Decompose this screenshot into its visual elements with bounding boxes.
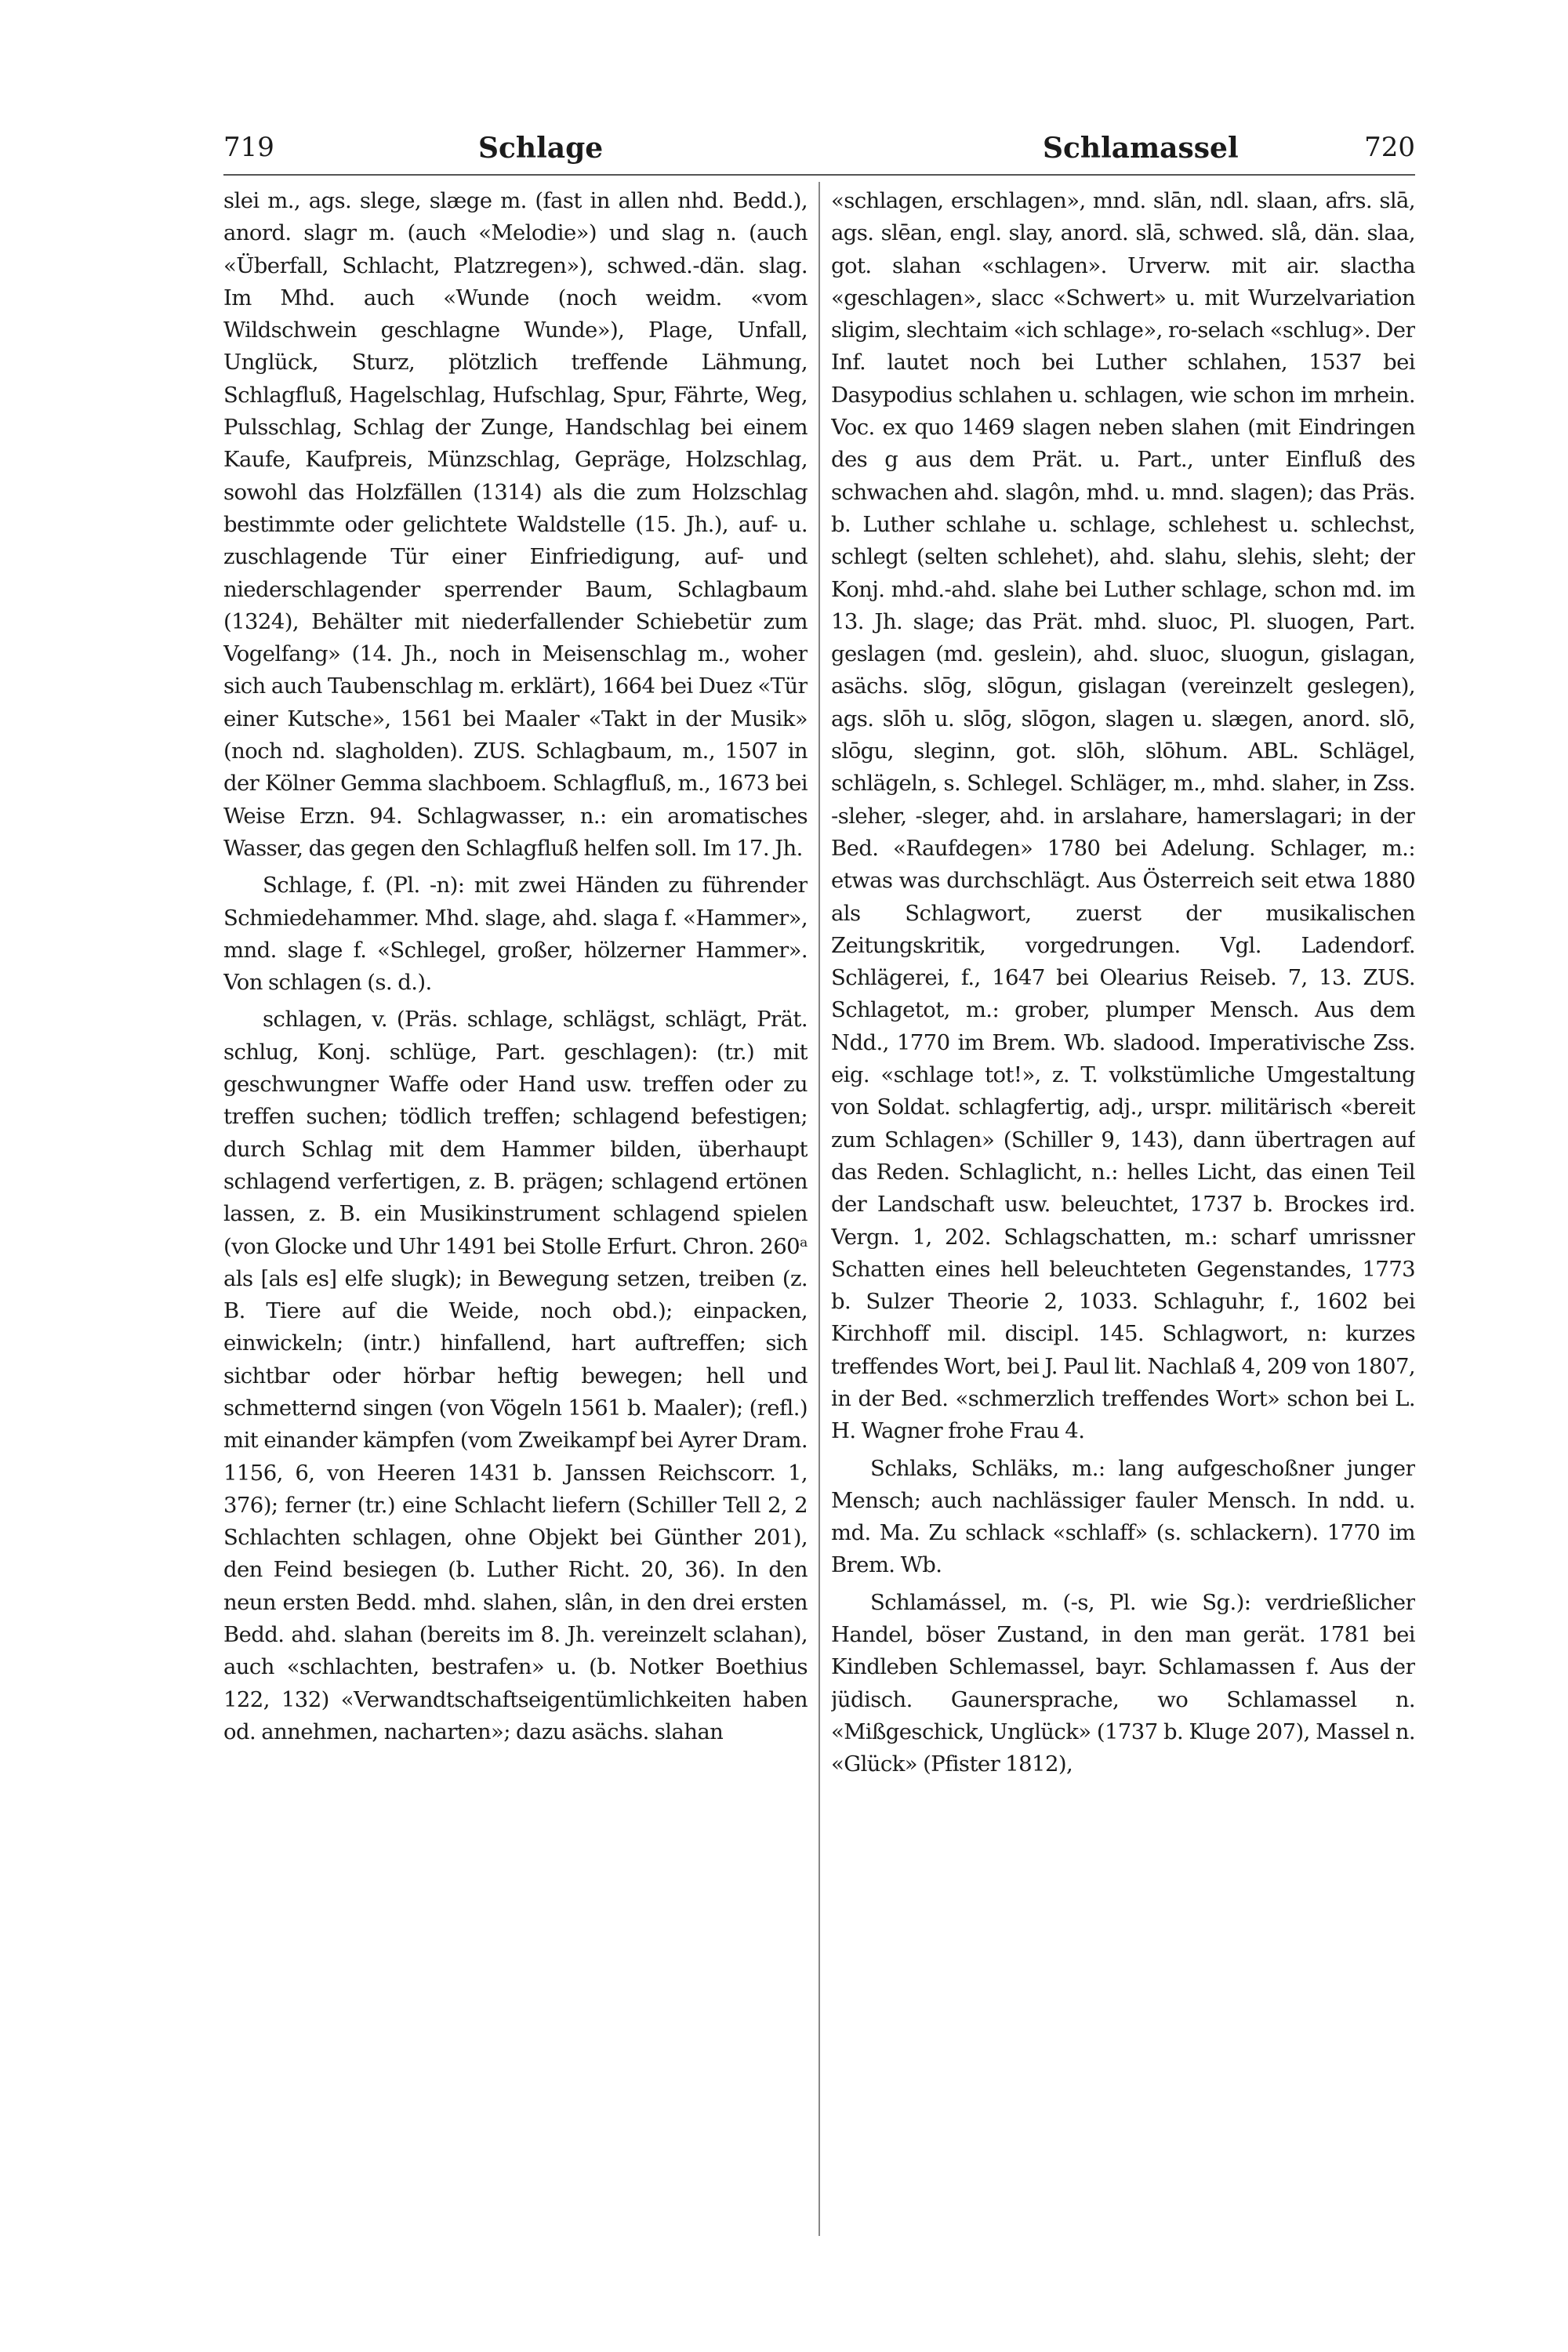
left-column bbox=[223, 185, 808, 2235]
entry-schlamassel: Schlamássel, m. (-s, Pl. wie Sg.): verdrießlicher Handel, böser Zustand, in den man gerät. 1781 bei Kindleben Schlemassel, bayr. Schlamassen f. Aus der jüdisch. Gaunersprache, wo Schlamassel n. «Mißgeschick, Unglück» (1737 b. Kluge 207), Massel n. «Glück» (Pfister 1812), bbox=[831, 1589, 1415, 1777]
header-rule bbox=[223, 174, 1415, 176]
entry-schlagen: schlagen, v. (Präs. schlage, schlägst, schlägt, Prät. schlug, Konj. schlüge, Part. geschlagen): (tr.) mit geschwungner Waffe oder Hand usw. treffen oder zu treffen suchen; tödlich treffen; schlagend befestigen; durch Schlag mit dem Hammer bilden, überhaupt schlagend verfertigen, z. B. prägen; schlagend ertönen lassen, z. B. ein Musikinstrument schlagend spielen (von Glocke und Uhr 1491 bei Stolle Erfurt. Chron. 260ᵃ als [als es] elfe slugk); in Bewegung setzen, treiben (z. B. Tiere auf die Weide, noch obd.); einpacken, einwickeln; (intr.) hinfallend, hart auftreffen; sich sichtbar oder hörbar heftig bewegen; hell und schmetternd singen (von Vögeln 1561 b. Maaler); (refl.) mit einander kämpfen (vom Zweikampf bei Ayrer Dram. 1156, 6, von Heeren 1431 b. Janssen Reichscorr. 1, 376); ferner (tr.) eine Schlacht liefern (Schiller Tell 2, 2 Schlachten schlagen, ohne Objekt bei Günther 201), den Feind besiegen (b. Luther Richt. 20, 36). In den neun ersten Bedd. mhd. slahen, slân, in den drei ersten Bedd. ahd. slahan (bereits im 8. Jh. vereinzelt sclahan), auch «schlachten, bestrafen» u. (b. Notker Boethius 122, 132) «Verwandtschaftseigentümlichkeiten haben od. annehmen, nacharten»; dazu asächs. slahan bbox=[223, 1007, 808, 1744]
entry-schlagen-continuation: «schlagen, erschlagen», mnd. slān, ndl. slaan, afrs. slā, ags. slēan, engl. slay, anord. slā, schwed. slå, dän. slaa, got. slahan «schlagen». Urverw. mit air. slactha «geschlagen», slacc «Schwert» u. mit Wurzelvariation sligim, slechtaim «ich schlage», ro-selach «schlug». Der Inf. lautet noch bei Luther schlahen, 1537 bei Dasypodius schlahen u. schlagen, wie schon im mrhein. Voc. ex quo 1469 slagen neben slahen (mit Eindringen des g aus dem Prät. u. Part., unter Einfluß des schwachen ahd. slagôn, mhd. u. mnd. slagen); das Präs. b. Luther schlahe u. schlage, schlehest u. schlechst, schlegt (selten schlehet), ahd. slahu, slehis, sleht; der Konj. mhd.-ahd. slahe bei Luther schlage, schon md. im 13. Jh. slage; das Prät. mhd. sluoc, Pl. sluogen, Part. geslagen (md. geslein), ahd. sluoc, sluogun, gislagan, asächs. slōg, slōgun, gislagan (vereinzelt geslegen), ags. slōh u. slōg, slōgon, slagen u. slægen, anord. slō, slōgu, sleginn, got. slōh, slōhum. ABL. Schlägel, schlägeln, s. Schlegel. Schläger, m., mhd. slaher, in Zss. -sleher, -sleger, ahd. in arslahare, hamerslagari; in der Bed. «Raufdegen» 1780 bei Adelung. Schlager, m.: etwas was durchschlägt. Aus Österreich seit etwa 1880 als Schlagwort, zuerst der musikalischen Zeitungskritik, vorgedrungen. Vgl. Ladendorf. Schlägerei, f., 1647 bei Olearius Reiseb. 7, 13. ZUS. Schlagetot, m.: grober, plumper Mensch. Aus dem Ndd., 1770 im Brem. Wb. sladood. Imperativische Zss. eig. «schlage tot!», z. T. volkstümliche Umgestaltung von Soldat. schlagfertig, adj., urspr. militärisch «bereit zum Schlagen» (Schiller 9, 143), dann übertragen auf das Reden. Schlaglicht, n.: helles Licht, das einen Teil der Landschaft usw. beleuchtet, 1737 b. Brockes ird. Vergn. 1, 202. Schlagschatten, m.: scharf umrissner Schatten eines hell beleuchteten Gegenstandes, 1773 b. Sulzer Theorie 2, 1033. Schlaguhr, f., 1602 bei Kirchhoff mil. discipl. 145. Schlagwort, n: kurzes treffendes Wort, bei J. Paul lit. Nachlaß 4, 209 von 1807, in der Bed. «schmerzlich treffendes Wort» schon bei L. H. Wagner frohe Frau 4. bbox=[831, 188, 1415, 1444]
running-headword-right: Schlamassel bbox=[1043, 132, 1239, 165]
right-column bbox=[831, 185, 1415, 2235]
page-header bbox=[223, 132, 1415, 179]
column-divider bbox=[818, 182, 820, 2236]
running-headword-left: Schlage bbox=[478, 132, 604, 165]
page-number-right: 720 bbox=[1364, 132, 1415, 163]
page-number-left: 719 bbox=[223, 132, 274, 163]
entry-schlag-continuation: slei m., ags. slege, slæge m. (fast in allen nhd. Bedd.), anord. slagr m. (auch «Melodie») und slag n. (auch «Überfall, Schlacht, Platzregen»), schwed.-dän. slag. Im Mhd. auch «Wunde (noch weidm. «vom Wildschwein geschlagne Wunde»), Plage, Unfall, Unglück, Sturz, plötzlich treffende Lähmung, Schlagfluß, Hagelschlag, Hufschlag, Spur, Fährte, Weg, Pulsschlag, Schlag der Zunge, Handschlag bei einem Kaufe, Kaufpreis, Münzschlag, Gepräge, Holzschlag, sowohl das Holzfällen (1314) als die zum Holzschlag bestimmte oder gelichtete Waldstelle (15. Jh.), auf- u. zuschlagende Tür einer Einfriedigung, auf- und niederschlagender sperrender Baum, Schlagbaum (1324), Behälter mit niederfallender Schiebetür zum Vogelfang» (14. Jh., noch in Meisenschlag m., woher sich auch Taubenschlag m. erklärt), 1664 bei Duez «Tür einer Kutsche», 1561 bei Maaler «Takt in der Musik» (noch nd. slagholden). ZUS. Schlagbaum, m., 1507 in der Kölner Gemma slachboem. Schlagfluß, m., 1673 bei Weise Erzn. 94. Schlagwasser, n.: ein aromatisches Wasser, das gegen den Schlagfluß helfen soll. Im 17. Jh. bbox=[223, 188, 808, 861]
entry-schlaks: Schlaks, Schläks, m.: lang aufgeschoßner junger Mensch; auch nachlässiger fauler Mensch. In ndd. u. md. Ma. Zu schlack «schlaff» (s. schlackern). 1770 im Brem. Wb. bbox=[831, 1455, 1415, 1578]
entry-schlage: Schlage, f. (Pl. -n): mit zwei Händen zu führender Schmiedehammer. Mhd. slage, ahd. slaga f. «Hammer», mnd. slage f. «Schlegel, großer, hölzerner Hammer». Von schlagen (s. d.). bbox=[223, 873, 808, 996]
